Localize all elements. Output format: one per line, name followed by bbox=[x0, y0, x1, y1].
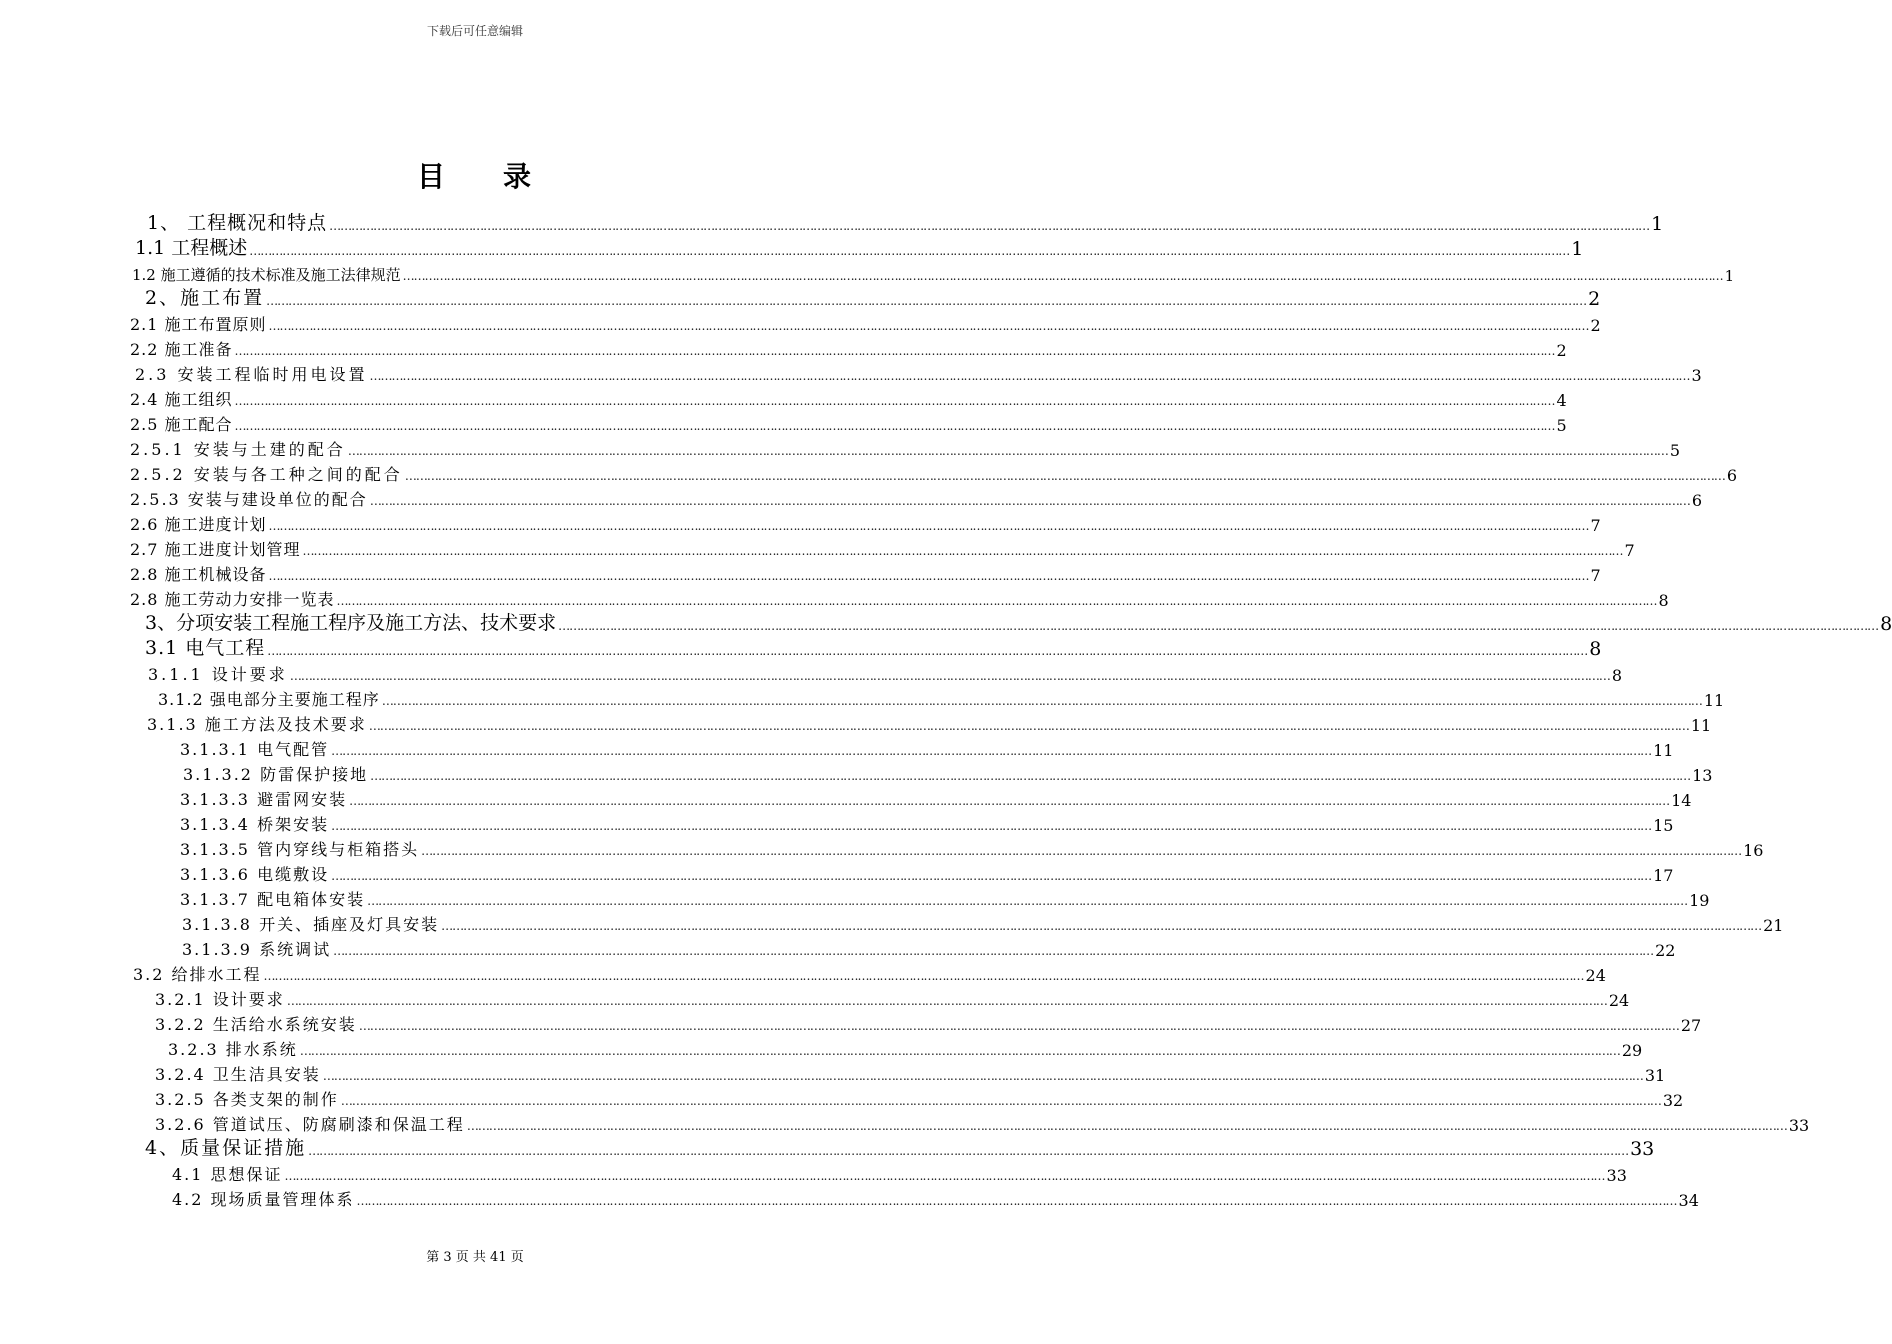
toc-entry-label: 2.7 施工进度计划管理 bbox=[130, 540, 301, 559]
toc-page-number: 3 bbox=[1691, 366, 1702, 385]
toc-page-number: 21 bbox=[1763, 916, 1784, 935]
toc-entry-label: 3.2.5 各类支架的制作 bbox=[155, 1090, 339, 1109]
toc-entry bbox=[155, 1110, 1810, 1135]
toc-entry-label: 3.2.1 设计要求 bbox=[155, 990, 285, 1009]
toc-dot-leader: ……………………………………………………………………………………………………………………………………………………………………………………………………………………………………………………………………………………………………………………………… bbox=[249, 244, 1570, 258]
toc-entry bbox=[180, 885, 1710, 910]
toc-page-number: 8 bbox=[1880, 613, 1892, 635]
toc-entry bbox=[183, 760, 1713, 785]
toc-dot-leader: ……………………………………………………………………………………………………………………………………………………………………………………………………………………………………………………………………………………………………………………………… bbox=[263, 969, 1584, 983]
toc-page-number: 11 bbox=[1653, 741, 1674, 760]
toc-page-number: 5 bbox=[1556, 416, 1567, 435]
toc-page-number: 7 bbox=[1624, 541, 1635, 560]
toc-entry-label: 4、质量保证措施 bbox=[145, 1137, 307, 1159]
toc-dot-leader: ……………………………………………………………………………………………………………………………………………………………………………………………………………………………………………………………………………………………………………………………… bbox=[234, 394, 1555, 408]
toc-dot-leader: ……………………………………………………………………………………………………………………………………………………………………………………………………………………………………………………………………………………………………………………………… bbox=[421, 844, 1742, 858]
toc-entry bbox=[145, 1135, 1655, 1160]
toc-entry bbox=[133, 960, 1606, 985]
toc-dot-leader: ……………………………………………………………………………………………………………………………………………………………………………………………………………………………………………………………………………………………………………………………… bbox=[284, 1169, 1605, 1183]
toc-page-number: 17 bbox=[1653, 866, 1674, 885]
toc-entry-label: 2.5 施工配合 bbox=[130, 415, 233, 434]
toc-dot-leader: ……………………………………………………………………………………………………………………………………………………………………………………………………………………………………………………………………………………………………………………………… bbox=[299, 1044, 1620, 1058]
toc-dot-leader: ……………………………………………………………………………………………………………………………………………………………………………………………………………………………………………………………………………………………………………………………… bbox=[331, 869, 1652, 883]
toc-entry bbox=[180, 735, 1674, 760]
title-char-right: 录 bbox=[503, 160, 534, 193]
toc-entry bbox=[147, 710, 1712, 735]
toc-entry-label: 3.1.3.3 避雷网安装 bbox=[180, 790, 348, 809]
toc-dot-leader: ……………………………………………………………………………………………………………………………………………………………………………………………………………………………………………………………………………………………………………………………… bbox=[466, 1119, 1787, 1133]
toc-page-number: 24 bbox=[1585, 966, 1606, 985]
toc-entry bbox=[130, 485, 1702, 510]
toc-entry-label: 3、分项安装工程施工程序及施工方法、技术要求 bbox=[145, 612, 557, 634]
toc-entry-label: 3.2.2 生活给水系统安装 bbox=[155, 1015, 357, 1034]
toc-entry bbox=[155, 985, 1630, 1010]
toc-page-number: 6 bbox=[1726, 466, 1737, 485]
toc-page-number: 13 bbox=[1692, 766, 1713, 785]
toc-dot-leader: ……………………………………………………………………………………………………………………………………………………………………………………………………………………………………………………………………………………………………………………………… bbox=[340, 1094, 1661, 1108]
toc-entry bbox=[130, 535, 1635, 560]
toc-entry-label: 2.2 施工准备 bbox=[130, 340, 233, 359]
toc-dot-leader: ……………………………………………………………………………………………………………………………………………………………………………………………………………………………………………………………………………………………………………………………… bbox=[349, 794, 1670, 808]
toc-dot-leader: ……………………………………………………………………………………………………………………………………………………………………………………………………………………………………………………………………………………………………………………………… bbox=[441, 919, 1762, 933]
toc-dot-leader: ……………………………………………………………………………………………………………………………………………………………………………………………………………………………………………………………………………………………………………………………… bbox=[267, 644, 1588, 658]
toc-page-number: 14 bbox=[1671, 791, 1692, 810]
toc-entry-label: 3.1.3 施工方法及技术要求 bbox=[147, 715, 367, 734]
toc-page-number: 22 bbox=[1655, 941, 1676, 960]
page-footer: 第 3 页 共 41 页 bbox=[426, 1250, 524, 1265]
toc-page-number: 15 bbox=[1653, 816, 1674, 835]
title-char-left: 目 bbox=[416, 160, 447, 193]
toc-entry bbox=[130, 585, 1669, 610]
toc-entry bbox=[182, 910, 1784, 935]
toc-entry-label: 3.1.3.2 防雷保护接地 bbox=[183, 765, 369, 784]
toc-page-number: 33 bbox=[1606, 1166, 1627, 1185]
toc-entry bbox=[155, 1060, 1666, 1085]
toc-dot-leader: ……………………………………………………………………………………………………………………………………………………………………………………………………………………………………………………………………………………………………………………………… bbox=[367, 894, 1688, 908]
toc-entry-label: 2、施工布置 bbox=[145, 287, 265, 309]
toc-entry-label: 3.1.2 强电部分主要施工程序 bbox=[158, 690, 380, 709]
toc-entry-label: 2.3 安装工程临时用电设置 bbox=[135, 365, 368, 384]
toc-entry bbox=[182, 935, 1676, 960]
toc-entry bbox=[145, 610, 1892, 635]
toc-dot-leader: ……………………………………………………………………………………………………………………………………………………………………………………………………………………………………………………………………………………………………………………………… bbox=[368, 719, 1689, 733]
toc-dot-leader: ……………………………………………………………………………………………………………………………………………………………………………………………………………………………………………………………………………………………………………………………… bbox=[234, 419, 1555, 433]
toc-entry bbox=[130, 510, 1601, 535]
toc-dot-leader: ……………………………………………………………………………………………………………………………………………………………………………………………………………………………………………………………………………………………………………………………… bbox=[266, 294, 1587, 308]
toc-entry bbox=[130, 335, 1567, 360]
toc-dot-leader: ……………………………………………………………………………………………………………………………………………………………………………………………………………………………………………………………………………………………………………………………… bbox=[268, 569, 1589, 583]
toc-entry-label: 2.8 施工劳动力安排一览表 bbox=[130, 590, 335, 609]
toc-page-number: 32 bbox=[1662, 1091, 1684, 1110]
toc-entry bbox=[172, 1185, 1699, 1210]
toc-entry bbox=[155, 1085, 1684, 1110]
toc-page-number: 7 bbox=[1590, 516, 1601, 535]
toc-entry-label: 2.6 施工进度计划 bbox=[130, 515, 267, 534]
toc-entry-label: 3.2 给排水工程 bbox=[133, 965, 262, 984]
toc-page-number: 2 bbox=[1590, 316, 1601, 335]
toc-entry-label: 2.4 施工组织 bbox=[130, 390, 233, 409]
page-title bbox=[0, 155, 950, 195]
toc-page-number: 1 bbox=[1724, 267, 1735, 285]
toc-dot-leader: ……………………………………………………………………………………………………………………………………………………………………………………………………………………………………………………………………………………………………………………………… bbox=[331, 819, 1652, 833]
toc-entry bbox=[168, 1035, 1643, 1060]
toc-dot-leader: ……………………………………………………………………………………………………………………………………………………………………………………………………………………………………………………………………………………………………………………………… bbox=[302, 544, 1623, 558]
toc-dot-leader: ……………………………………………………………………………………………………………………………………………………………………………………………………………………………………………………………………………………………………………………………… bbox=[329, 219, 1650, 233]
toc-page-number: 16 bbox=[1743, 841, 1764, 860]
toc-page-number: 2 bbox=[1556, 341, 1567, 360]
toc-entry bbox=[180, 810, 1674, 835]
toc-dot-leader: ……………………………………………………………………………………………………………………………………………………………………………………………………………………………………………………………………………………………………………………………… bbox=[381, 694, 1702, 708]
toc-dot-leader: ……………………………………………………………………………………………………………………………………………………………………………………………………………………………………………………………………………………………………………………………… bbox=[322, 1069, 1643, 1083]
toc-entry bbox=[130, 410, 1567, 435]
toc-entry bbox=[148, 660, 1622, 685]
toc-entry-label: 2.1 施工布置原则 bbox=[130, 315, 267, 334]
toc-page-number: 4 bbox=[1556, 391, 1567, 410]
toc-dot-leader: ……………………………………………………………………………………………………………………………………………………………………………………………………………………………………………………………………………………………………………………………… bbox=[336, 594, 1657, 608]
toc-entry bbox=[158, 685, 1725, 710]
toc-page-number: 7 bbox=[1590, 566, 1601, 585]
toc-dot-leader: ……………………………………………………………………………………………………………………………………………………………………………………………………………………………………………………………………………………………………………………………… bbox=[369, 494, 1690, 508]
toc-entry-label: 4.2 现场质量管理体系 bbox=[172, 1190, 355, 1209]
toc-entry-label: 3.1.3.7 配电箱体安装 bbox=[180, 890, 366, 909]
toc-entry bbox=[130, 460, 1737, 485]
toc-entry bbox=[130, 385, 1567, 410]
page-header-note: 下载后可任意编辑 bbox=[426, 24, 523, 38]
toc-entry-label: 2.5.3 安装与建设单位的配合 bbox=[130, 490, 368, 509]
toc-entry-label: 1、 工程概况和特点 bbox=[147, 212, 328, 234]
toc-entry bbox=[130, 435, 1680, 460]
toc-entry bbox=[130, 560, 1601, 585]
toc-entry-label: 3.1.3.4 桥架安装 bbox=[180, 815, 330, 834]
toc-page-number: 8 bbox=[1658, 591, 1669, 610]
toc-entry-label: 3.1.3.6 电缆敷设 bbox=[180, 865, 330, 884]
toc-entry bbox=[180, 835, 1764, 860]
toc-page-number: 11 bbox=[1690, 716, 1712, 735]
toc-entry bbox=[155, 1010, 1702, 1035]
toc-page-number: 1 bbox=[1571, 238, 1584, 260]
toc-entry-label: 3.1.3.5 管内穿线与柜箱搭头 bbox=[180, 840, 420, 859]
toc-entry bbox=[135, 235, 1584, 260]
toc-dot-leader: ……………………………………………………………………………………………………………………………………………………………………………………………………………………………………………………………………………………………………………………………… bbox=[404, 469, 1725, 483]
toc-dot-leader: ……………………………………………………………………………………………………………………………………………………………………………………………………………………………………………………………………………………………………………………………… bbox=[268, 319, 1589, 333]
toc-dot-leader: ……………………………………………………………………………………………………………………………………………………………………………………………………………………………………………………………………………………………………………………………… bbox=[358, 1019, 1679, 1033]
toc-page-number: 11 bbox=[1703, 691, 1725, 710]
toc-page-number: 31 bbox=[1644, 1066, 1666, 1085]
toc-page-number: 8 bbox=[1589, 638, 1602, 660]
toc-entry-label: 1.2 施工遵循的技术标准及施工法律规范 bbox=[132, 266, 401, 284]
toc-entry bbox=[130, 310, 1601, 335]
toc-entry bbox=[172, 1160, 1627, 1185]
toc-entry-label: 4.1 思想保证 bbox=[172, 1165, 283, 1184]
toc-entry bbox=[132, 260, 1735, 285]
toc-entry-label: 3.1 电气工程 bbox=[145, 637, 266, 659]
toc-page-number: 19 bbox=[1689, 891, 1710, 910]
toc-page-number: 24 bbox=[1608, 991, 1630, 1010]
toc-dot-leader: ……………………………………………………………………………………………………………………………………………………………………………………………………………………………………………………………………………………………………………………………… bbox=[268, 519, 1589, 533]
toc-entry-label: 3.2.3 排水系统 bbox=[168, 1040, 298, 1059]
toc-dot-leader: ……………………………………………………………………………………………………………………………………………………………………………………………………………………………………………………………………………………………………………………………… bbox=[370, 769, 1691, 783]
toc-dot-leader: ……………………………………………………………………………………………………………………………………………………………………………………………………………………………………………………………………………………………………………………………… bbox=[347, 444, 1668, 458]
toc-page-number: 34 bbox=[1678, 1191, 1699, 1210]
toc-page-number: 5 bbox=[1669, 441, 1680, 460]
toc-entry-label: 3.1.1 设计要求 bbox=[148, 665, 288, 684]
toc-entry-label: 3.2.4 卫生洁具安装 bbox=[155, 1065, 321, 1084]
toc-page-number: 6 bbox=[1691, 491, 1702, 510]
toc-entry-label: 2.8 施工机械设备 bbox=[130, 565, 267, 584]
toc-entry-label: 2.5.2 安装与各工种之间的配合 bbox=[130, 465, 403, 484]
toc-entry-label: 3.2.6 管道试压、防腐刷漆和保温工程 bbox=[155, 1115, 465, 1134]
toc-dot-leader: ……………………………………………………………………………………………………………………………………………………………………………………………………………………………………………………………………………………………………………………………… bbox=[558, 619, 1879, 633]
toc-entry-label: 1.1 工程概述 bbox=[135, 237, 248, 259]
toc-dot-leader: ……………………………………………………………………………………………………………………………………………………………………………………………………………………………………………………………………………………………………………………………… bbox=[308, 1144, 1629, 1158]
toc-dot-leader: ……………………………………………………………………………………………………………………………………………………………………………………………………………………………………………………………………………………………………………………………… bbox=[333, 944, 1654, 958]
toc-dot-leader: ……………………………………………………………………………………………………………………………………………………………………………………………………………………………………………………………………………………………………………………………… bbox=[331, 744, 1652, 758]
toc-dot-leader: ……………………………………………………………………………………………………………………………………………………………………………………………………………………………………………………………………………………………………………………………… bbox=[286, 994, 1607, 1008]
toc-entry-label: 3.1.3.9 系统调试 bbox=[182, 940, 332, 959]
toc-entry bbox=[135, 360, 1702, 385]
toc-entry bbox=[180, 860, 1674, 885]
toc-entry-label: 3.1.3.1 电气配管 bbox=[180, 740, 330, 759]
toc-entry bbox=[180, 785, 1692, 810]
toc-dot-leader: ……………………………………………………………………………………………………………………………………………………………………………………………………………………………………………………………………………………………………………………………… bbox=[234, 344, 1555, 358]
toc-page-number: 29 bbox=[1621, 1041, 1643, 1060]
toc-dot-leader: ……………………………………………………………………………………………………………………………………………………………………………………………………………………………………………………………………………………………………………………………… bbox=[356, 1194, 1677, 1208]
toc-dot-leader: ……………………………………………………………………………………………………………………………………………………………………………………………………………………………………………………………………………………………………………………………… bbox=[402, 269, 1723, 283]
toc-dot-leader: ……………………………………………………………………………………………………………………………………………………………………………………………………………………………………………………………………………………………………………………………… bbox=[289, 669, 1610, 683]
toc-entry bbox=[145, 285, 1601, 310]
toc-dot-leader: ……………………………………………………………………………………………………………………………………………………………………………………………………………………………………………………………………………………………………………………………… bbox=[369, 369, 1690, 383]
toc-page-number: 33 bbox=[1788, 1116, 1810, 1135]
toc-page-number: 8 bbox=[1611, 666, 1622, 685]
toc-entry-label: 2.5.1 安装与土建的配合 bbox=[130, 440, 346, 459]
toc-page-number: 2 bbox=[1588, 288, 1601, 310]
toc-page-number: 1 bbox=[1651, 213, 1664, 235]
toc-entry bbox=[145, 635, 1602, 660]
toc-entry-label: 3.1.3.8 开关、插座及灯具安装 bbox=[182, 915, 440, 934]
toc-page-number: 33 bbox=[1630, 1138, 1655, 1160]
toc-page-number: 27 bbox=[1680, 1016, 1702, 1035]
toc-entry bbox=[147, 210, 1664, 235]
